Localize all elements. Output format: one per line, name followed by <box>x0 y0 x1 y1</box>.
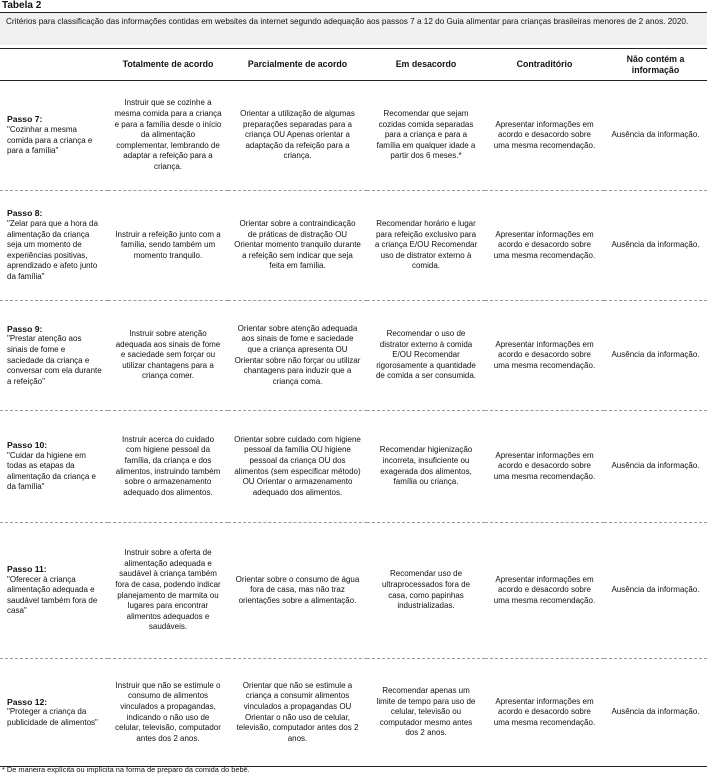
disagree-cell: Recomendar que sejam cozidas comida separadas para a criança e para a família em qualquer idade a partir dos 6 meses.* <box>367 81 485 191</box>
total-cell: Instruir acerca do cuidado com higiene pessoal da família, da criança e dos alimentos, instruindo também sobre o armazenamento adequado dos alimentos. <box>108 411 228 523</box>
step-text: "Proteger a criança da publicidade de alimentos" <box>7 707 98 727</box>
table-row <box>0 191 707 301</box>
contradictory-cell: Apresentar informações em acordo e desacordo sobre uma mesma recomendação. <box>485 81 604 191</box>
step-cell <box>0 191 108 301</box>
absent-cell: Ausência da informação. <box>604 523 707 659</box>
disagree-cell: Recomendar horário e lugar para refeição exclusivo para a criança E/OU Recomendar uso de distrator externo à comida. <box>367 191 485 301</box>
partial-cell: Orientar a utilização de algumas preparações separadas para a criança OU Apenas orientar a adaptação da refeição para a criança. <box>228 81 367 191</box>
header-disagree: Em desacordo <box>367 49 485 81</box>
step-title: Passo 7: <box>7 114 43 125</box>
contradictory-cell: Apresentar informações em acordo e desacordo sobre uma mesma recomendação. <box>485 301 604 411</box>
disagree-cell: Recomendar o uso de distrator externo à comida E/OU Recomendar rigorosamente a quantidade de comida a ser consumida. <box>367 301 485 411</box>
header-partial: Parcialmente de acordo <box>228 49 367 81</box>
step-title: Passo 12: <box>7 696 48 707</box>
step-title: Passo 8: <box>7 208 43 219</box>
table-row <box>0 523 707 659</box>
partial-cell: Orientar sobre a contraindicação de práticas de distração OU Orientar momento tranquilo durante a refeição sem indicar que seja feita em família. <box>228 191 367 301</box>
step-text: "Cuidar da higiene em todas as etapas da alimentação da criança e da família" <box>7 450 96 492</box>
table-row <box>0 81 707 191</box>
header-step <box>0 49 108 81</box>
step-text: "Zelar para que a hora da alimentação da criança seja um momento de experiências positivas, aprendizado e afeto junto da família" <box>7 219 98 281</box>
partial-cell: Orientar sobre cuidado com higiene pessoal da família OU higiene pessoal da criança OU dos alimentos (sem especificar método) OU Orientar o armazenamento adequado dos alimentos. <box>228 411 367 523</box>
absent-cell: Ausência da informação. <box>604 81 707 191</box>
absent-cell: Ausência da informação. <box>604 411 707 523</box>
total-cell: Instruir a refeição junto com a família, sendo também um momento tranquilo. <box>108 191 228 301</box>
disagree-cell: Recomendar higienização incorreta, insuficiente ou exagerada dos alimentos, família ou criança. <box>367 411 485 523</box>
criteria-table <box>0 48 707 767</box>
disagree-cell: Recomendar apenas um limite de tempo para uso de celular, televisão ou computador mesmo antes dos 2 anos. <box>367 659 485 767</box>
step-text: "Prestar atenção aos sinais de fome e saciedade da criança e conversar com ela durante a refeição" <box>7 334 102 386</box>
table-title: Tabela 2 <box>2 0 42 11</box>
table-footnote: * De maneira explícita ou implícita na forma de preparo da comida do bebê. <box>2 765 250 774</box>
step-title: Passo 9: <box>7 323 43 334</box>
step-title: Passo 11: <box>7 564 47 575</box>
contradictory-cell: Apresentar informações em acordo e desacordo sobre uma mesma recomendação. <box>485 659 604 767</box>
header-absent: Não contém a informação <box>604 49 707 81</box>
header-total: Totalmente de acordo <box>108 49 228 81</box>
contradictory-cell: Apresentar informações em acordo e desacordo sobre uma mesma recomendação. <box>485 191 604 301</box>
step-text: "Cozinhar a mesma comida para a criança e para a família" <box>7 124 93 156</box>
total-cell: Instruir sobre atenção adequada aos sinais de fome e saciedade sem forçar ou utilizar chantagens para a criança comer. <box>108 301 228 411</box>
step-cell <box>0 523 108 659</box>
table-row <box>0 659 707 767</box>
step-text: "Oferecer à criança alimentação adequada e saudável também fora de casa" <box>7 574 98 616</box>
step-cell <box>0 659 108 767</box>
header-contradictory: Contraditório <box>485 49 604 81</box>
partial-cell: Orientar sobre atenção adequada aos sinais de fome e saciedade que a criança apresenta OU Orientar sobre não forçar ou utilizar chantagens para induzir que a criança coma. <box>228 301 367 411</box>
step-cell <box>0 301 108 411</box>
partial-cell: Orientar que não se estimule a criança a consumir alimentos vinculados a propagandas OU Orientar o não uso de celular, televisão, computador antes dos 2 anos. <box>228 659 367 767</box>
table-caption: Critérios para classificação das informações contidas em websites da internet segundo adequação aos passos 7 a 12 do Guia alimentar para crianças brasileiras menores de 2 anos. 2020. <box>6 17 689 26</box>
contradictory-cell: Apresentar informações em acordo e desacordo sobre uma mesma recomendação. <box>485 523 604 659</box>
contradictory-cell: Apresentar informações em acordo e desacordo sobre uma mesma recomendação. <box>485 411 604 523</box>
absent-cell: Ausência da informação. <box>604 301 707 411</box>
table-row <box>0 411 707 523</box>
partial-cell: Orientar sobre o consumo de água fora de casa, mas não traz orientações sobre a alimentação. <box>228 523 367 659</box>
total-cell: Instruir que não se estimule o consumo de alimentos vinculados a propagandas, indicando o não uso de celular, televisão, computador antes dos 2 anos. <box>108 659 228 767</box>
header-row <box>0 49 707 81</box>
absent-cell: Ausência da informação. <box>604 659 707 767</box>
step-title: Passo 10: <box>7 440 48 451</box>
step-cell <box>0 81 108 191</box>
disagree-cell: Recomendar uso de ultraprocessados fora de casa, como papinhas industrializadas. <box>367 523 485 659</box>
absent-cell: Ausência da informação. <box>604 191 707 301</box>
step-cell <box>0 411 108 523</box>
total-cell: Instruir que se cozinhe a mesma comida para a criança e para a família desde o início da alimentação complementar, lembrando de adaptar a refeição para a criança. <box>108 81 228 191</box>
total-cell: Instruir sobre a oferta de alimentação adequada e saudável à criança também fora de casa, podendo indicar planejamento de marmita ou lugares para encontrar alimentos adequados e saudáveis. <box>108 523 228 659</box>
table-row <box>0 301 707 411</box>
